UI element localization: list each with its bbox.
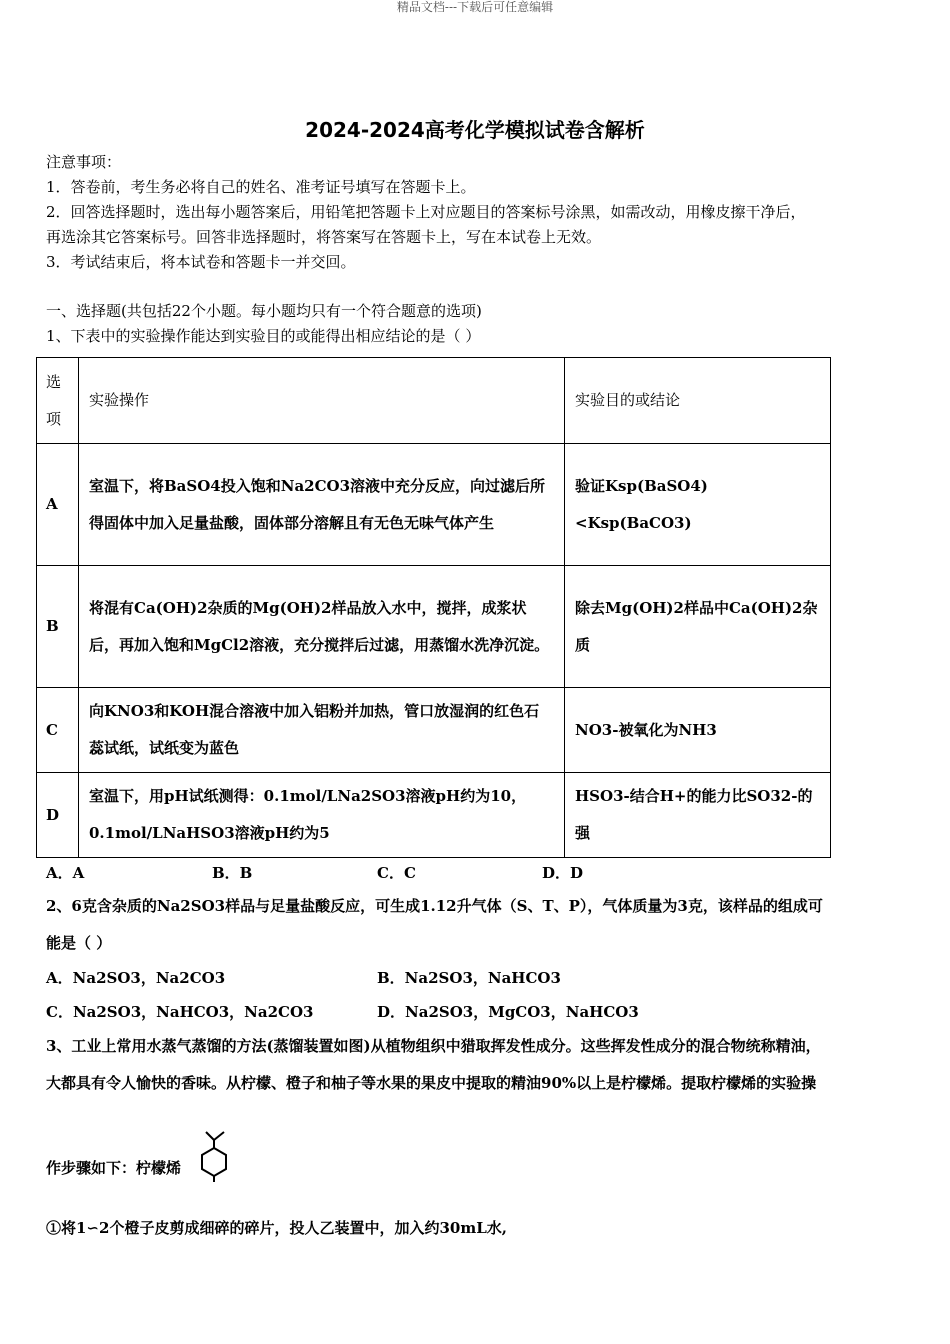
q3-step: ①将1∽2个橙子皮剪成细碎的碎片，投人乙装置中，加入约30mL水, bbox=[46, 1219, 507, 1237]
note-item: 3．考试结束后，将本试卷和答题卡一并交回。 bbox=[46, 253, 356, 271]
note-item: 再选涂其它答案标号。回答非选择题时，将答案写在答题卡上，写在本试卷上无效。 bbox=[46, 228, 602, 246]
header-result: 实验目的或结论 bbox=[565, 358, 831, 444]
row-operation: 室温下，用pH试纸测得：0.1mol/LNa2SO3溶液pH约为10，0.1mol/LNaHSO3溶液pH约为5 bbox=[79, 773, 565, 858]
page-header: 精品文档---下载后可任意编辑 bbox=[396, 0, 554, 14]
header-option: 选项 bbox=[37, 358, 79, 444]
choice-d[interactable]: D．D bbox=[542, 864, 584, 882]
q3-text: 大都具有令人愉快的香味。从柠檬、橙子和柚子等水果的果皮中提取的精油90%以上是柠檬烯。提取柠檬烯的实验操 bbox=[46, 1074, 817, 1092]
note-item: 1．答卷前，考生务必将自己的姓名、准考证号填写在答题卡上。 bbox=[46, 178, 476, 196]
row-result: 验证Ksp(BaSO4)<Ksp(BaCO3) bbox=[565, 444, 831, 566]
row-operation: 向KNO3和KOH混合溶液中加入铝粉并加热，管口放湿润的红色石蕊试纸，试纸变为蓝色 bbox=[79, 688, 565, 773]
row-option: A bbox=[37, 444, 79, 566]
q1-stem: 1、下表中的实验操作能达到实验目的或能得出相应结论的是（ ） bbox=[46, 327, 481, 345]
row-result: 除去Mg(OH)2样品中Ca(OH)2杂质 bbox=[565, 566, 831, 688]
table-row bbox=[37, 444, 831, 566]
q2-stem-cont: 能是（ ） bbox=[46, 934, 112, 952]
row-result: HSO3-结合H+的能力比SO32-的强 bbox=[565, 773, 831, 858]
table-row bbox=[37, 688, 831, 773]
q3-text: 3、工业上常用水蒸气蒸馏的方法(蒸馏装置如图)从植物组织中猎取挥发性成分。这些挥发性成分的混合物统称精油， bbox=[46, 1037, 821, 1055]
table-header-row bbox=[37, 358, 831, 444]
table-row bbox=[37, 566, 831, 688]
choice-a[interactable]: A．Na2SO3，Na2CO3 bbox=[46, 969, 226, 987]
row-option: C bbox=[37, 688, 79, 773]
choice-c[interactable]: C．Na2SO3，NaHCO3，Na2CO3 bbox=[46, 1003, 314, 1021]
choice-d[interactable]: D．Na2SO3，MgCO3，NaHCO3 bbox=[377, 1003, 639, 1021]
limonene-structure-image bbox=[198, 1130, 238, 1182]
choice-a[interactable]: A．A bbox=[46, 864, 85, 882]
note-item: 2．回答选择题时，选出每小题答案后，用铅笔把答题卡上对应题目的答案标号涂黑，如需改动，用橡皮擦干净后， bbox=[46, 203, 806, 221]
row-result: NO3-被氧化为NH3 bbox=[565, 688, 831, 773]
row-option: B bbox=[37, 566, 79, 688]
header-operation: 实验操作 bbox=[79, 358, 565, 444]
notes-heading: 注意事项： bbox=[46, 153, 122, 171]
q3-text: 作步骤如下：柠檬烯 bbox=[46, 1159, 182, 1177]
table-row bbox=[37, 773, 831, 858]
choice-b[interactable]: B．Na2SO3，NaHCO3 bbox=[377, 969, 561, 987]
page-title: 2024-2024高考化学模拟试卷含解析 bbox=[305, 118, 645, 142]
row-operation: 将混有Ca(OH)2杂质的Mg(OH)2样品放入水中，搅拌，成浆状后，再加入饱和MgCl2溶液，充分搅拌后过滤，用蒸馏水洗净沉淀。 bbox=[79, 566, 565, 688]
section-heading: 一、选择题(共包括22个小题。每小题均只有一个符合题意的选项) bbox=[46, 302, 482, 320]
q2-stem: 2、6克含杂质的Na2SO3样品与足量盐酸反应，可生成1.12升气体（S、T、P），气体质量为3克，该样品的组成可 bbox=[46, 897, 823, 915]
q1-table bbox=[36, 357, 831, 858]
row-option: D bbox=[37, 773, 79, 858]
choice-b[interactable]: B．B bbox=[212, 864, 253, 882]
choice-c[interactable]: C．C bbox=[377, 864, 416, 882]
row-operation: 室温下，将BaSO4投入饱和Na2CO3溶液中充分反应，向过滤后所得固体中加入足量盐酸，固体部分溶解且有无色无味气体产生 bbox=[79, 444, 565, 566]
